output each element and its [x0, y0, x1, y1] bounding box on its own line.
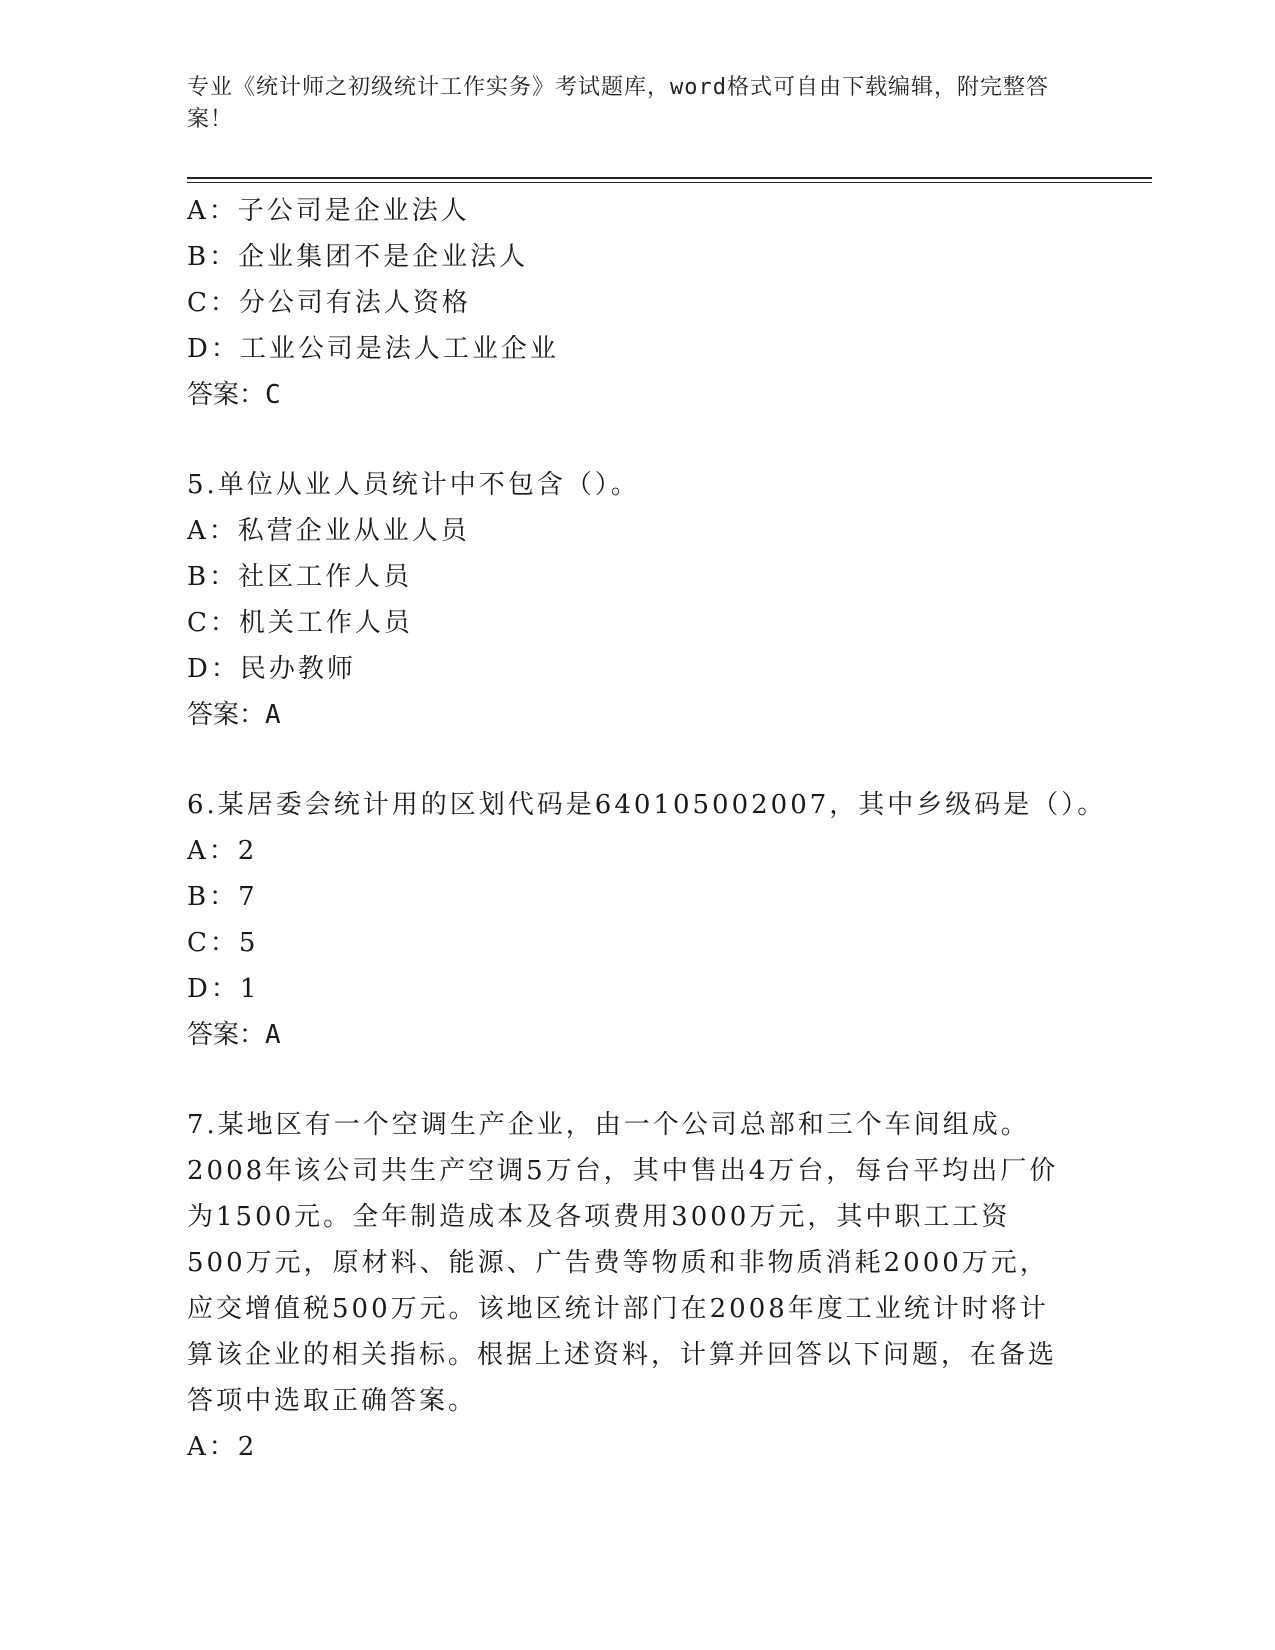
option-a: A：私营企业从业人员 — [187, 516, 470, 546]
option-b: B：企业集团不是企业法人 — [187, 242, 529, 272]
question-text: 6.某居委会统计用的区划代码是640105002007，其中乡级码是（）。 — [187, 790, 1107, 820]
answer-label: 答案：A — [187, 700, 281, 730]
spacer — [187, 418, 1087, 462]
question-5-block — [187, 462, 1087, 738]
answer-label: 答案：C — [187, 380, 281, 410]
option-d: D：1 — [187, 974, 260, 1004]
question-text: 7.某地区有一个空调生产企业，由一个公司总部和三个车间组成。2008年该公司共生产空调5万台，其中售出4万台，每台平均出厂价为1500元。全年制造成本及各项费用3000万元，其中职工工资500万元，原材料、能源、广告费等物质和非物质消耗2000万元，应交增值税500万元。该地区统计部门在2008年度工业统计时将计算该企业的相关指标。根据上述资料，计算并回答以下问题，在备选答项中选取正确答案。 — [187, 1110, 1059, 1416]
option-d: D：工业公司是法人工业企业 — [187, 334, 559, 364]
header-rule-thick — [187, 177, 1152, 179]
option-d: D：民办教师 — [187, 654, 356, 684]
option-b: B：社区工作人员 — [187, 562, 413, 592]
header-rule-thin — [187, 182, 1152, 183]
spacer — [187, 738, 1087, 782]
option-a: A：2 — [187, 1432, 258, 1462]
option-c: C：分公司有法人资格 — [187, 288, 471, 318]
question-list — [187, 188, 1107, 1470]
document-header: 专业《统计师之初级统计工作实务》考试题库，word格式可自由下载编辑，附完整答案！ — [187, 75, 1049, 132]
option-b: B：7 — [187, 882, 258, 912]
question-4-block — [187, 188, 1087, 418]
question-text: 5.单位从业人员统计中不包含（）。 — [187, 470, 640, 500]
spacer — [187, 1058, 1087, 1102]
option-a: A：子公司是企业法人 — [187, 196, 470, 226]
option-a: A：2 — [187, 836, 258, 866]
option-c: C：5 — [187, 928, 259, 958]
option-c: C：机关工作人员 — [187, 608, 413, 638]
question-6-block — [187, 782, 1107, 1058]
answer-label: 答案：A — [187, 1020, 281, 1050]
question-7-block — [187, 1102, 1087, 1470]
